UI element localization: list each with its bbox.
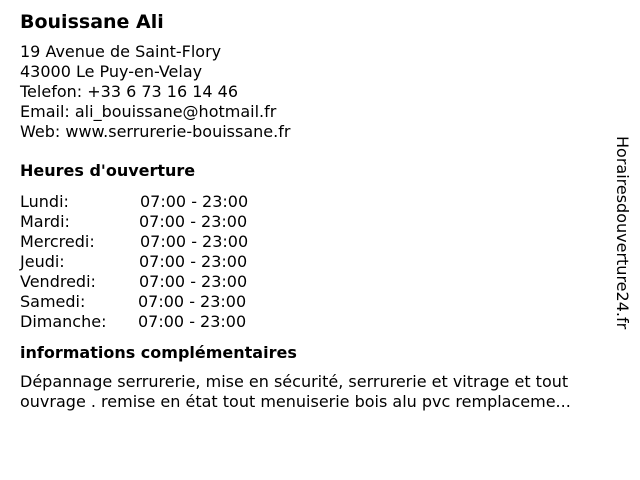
- hours-row-saturday: [20, 292, 615, 312]
- street-address: 19 Avenue de Saint-Flory: [20, 42, 222, 61]
- watermark-text: Horairesdouverture24.fr: [613, 136, 632, 330]
- hours-row-sunday: [20, 312, 615, 332]
- hours-row-thursday: [20, 252, 615, 272]
- city-address: 43000 Le Puy-en-Velay: [20, 62, 203, 81]
- hours-day: Mardi:: [20, 212, 70, 231]
- business-card: [20, 10, 615, 412]
- hours-time: 07:00 - 23:00: [138, 292, 247, 311]
- hours-row-monday: [20, 192, 615, 212]
- opening-hours-table: [20, 192, 615, 332]
- hours-day: Jeudi:: [20, 252, 65, 271]
- hours-day: Dimanche:: [20, 312, 107, 331]
- phone-number[interactable]: Telefon: +33 6 73 16 14 46: [20, 82, 239, 101]
- hours-time: 07:00 - 23:00: [139, 272, 248, 291]
- hours-time: 07:00 - 23:00: [139, 252, 248, 271]
- hours-time: 07:00 - 23:00: [140, 192, 249, 211]
- additional-info-heading: informations complémentaires: [20, 343, 297, 362]
- hours-day: Mercredi:: [20, 232, 95, 251]
- hours-day: Vendredi:: [20, 272, 96, 291]
- hours-day: Samedi:: [20, 292, 86, 311]
- hours-day: Lundi:: [20, 192, 69, 211]
- website-link[interactable]: Web: www.serrurerie-bouissane.fr: [20, 122, 291, 141]
- email-address[interactable]: Email: ali_bouissane@hotmail.fr: [20, 102, 277, 121]
- additional-info-text: Dépannage serrurerie, mise en sécurité, serrurerie et vitrage et tout ouvrage . remise en état tout menuiserie bois alu pvc remplaceme...: [20, 372, 571, 411]
- opening-hours-heading: Heures d'ouverture: [20, 161, 196, 180]
- hours-row-friday: [20, 272, 615, 292]
- hours-time: 07:00 - 23:00: [140, 232, 249, 251]
- hours-time: 07:00 - 23:00: [138, 312, 247, 331]
- hours-row-wednesday: [20, 232, 615, 252]
- business-name: Bouissane Ali: [20, 11, 164, 33]
- hours-row-tuesday: [20, 212, 615, 232]
- hours-time: 07:00 - 23:00: [139, 212, 248, 231]
